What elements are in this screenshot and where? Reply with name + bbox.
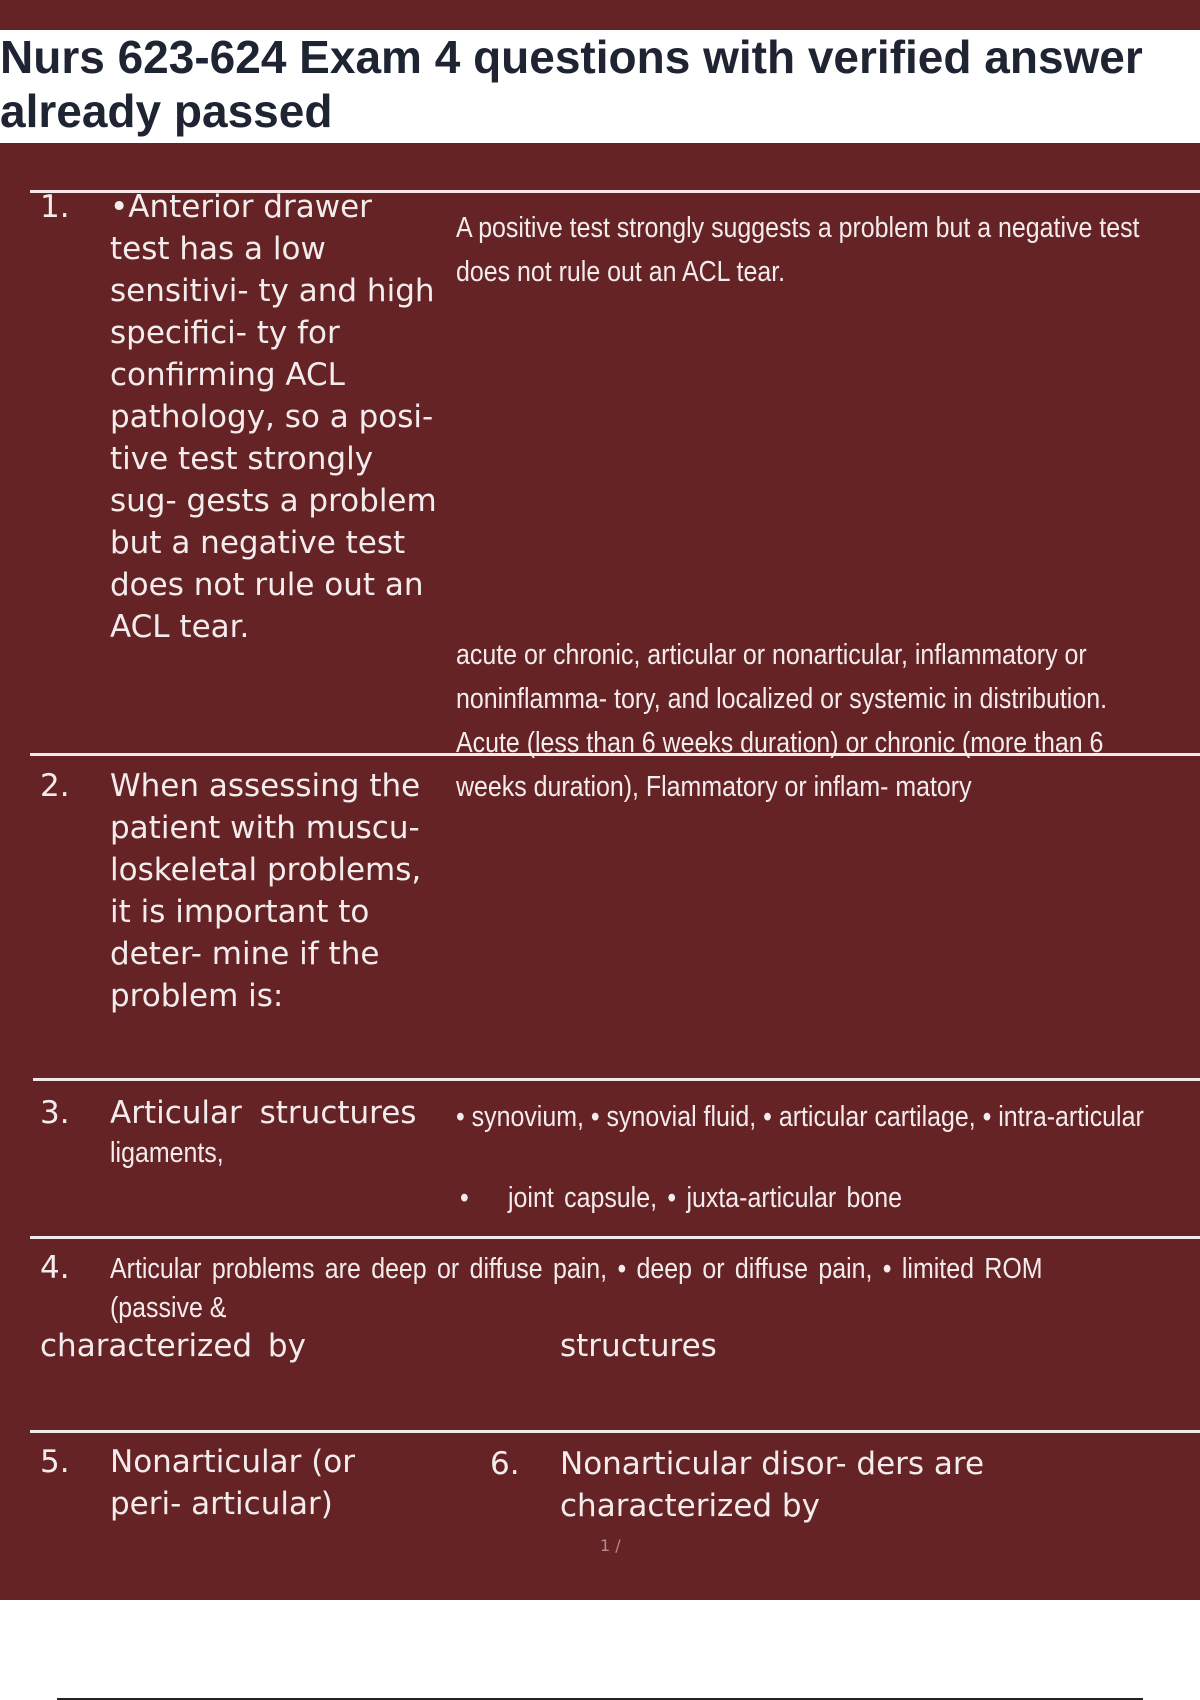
item-question-continuation: ligaments,: [110, 1137, 224, 1169]
item-number: 1.: [40, 189, 70, 225]
row-divider: [30, 1236, 1200, 1239]
qa-panel: [0, 143, 1200, 1600]
row-divider: [33, 1078, 1200, 1081]
item-question: Nonarticular disor- ders are characterized by: [560, 1446, 985, 1524]
item-question: characterized by: [40, 1328, 306, 1364]
item-number: 6.: [490, 1446, 520, 1482]
item-question: When assessing the patient with muscu- loskeletal problems, it is important to deter- mine if the problem is:: [110, 768, 422, 1014]
item-question: Nonarticular (or peri- articular): [110, 1444, 356, 1522]
item-question: Articular structures: [110, 1095, 417, 1131]
item-number: 5.: [40, 1444, 70, 1480]
item-question: •Anterior drawer test has a low sensitivi- ty and high specifici- ty for confirming ACL pathology, so a posi- tive test strongly sug- gests a problem but a negative test does not rule out an ACL tear.: [110, 189, 437, 645]
item-answer: • synovium, • synovial fluid, • articular cartilage, • intra-articular: [456, 1101, 1144, 1133]
item-number: 2.: [40, 768, 70, 804]
document-title: Nurs 623-624 Exam 4 questions with verified answer already passed: [0, 31, 1156, 137]
item-answer-continuation: joint capsule, • juxta-articular bone: [508, 1182, 903, 1214]
item-answer: acute or chronic, articular or nonarticular, inflammatory or noninflamma- tory, and localized or systemic in distribution. Acute (less than 6 weeks duration) or chronic (more than 6 weeks duration), Flammatory or inflam- matory: [456, 639, 1108, 803]
item-line-continuation: (passive &: [110, 1292, 227, 1324]
top-band: [0, 0, 1200, 30]
bullet-icon: •: [460, 1182, 469, 1214]
item-number: 4.: [40, 1250, 70, 1286]
item-answer: structures: [560, 1328, 717, 1364]
page-number: 1 /: [600, 1536, 621, 1555]
item-answer: A positive test strongly suggests a problem but a negative test does not rule out an ACL tear.: [456, 212, 1140, 288]
item-number: 3.: [40, 1095, 70, 1131]
row-divider: [30, 1430, 1200, 1433]
item-line: Articular problems are deep or diffuse pain, • deep or diffuse pain, • limited ROM: [110, 1253, 1043, 1285]
